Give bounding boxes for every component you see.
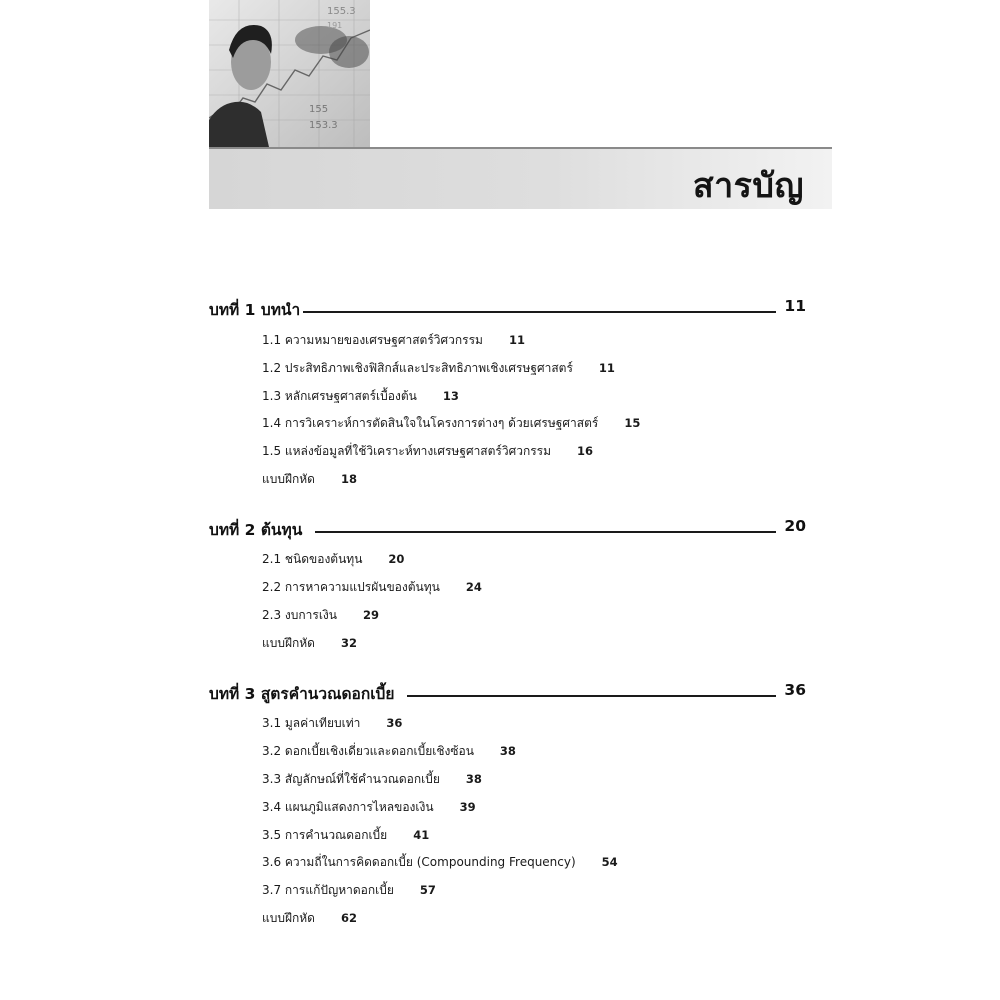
toc-entry[interactable] xyxy=(262,329,525,347)
entry-page: 38 xyxy=(465,772,482,786)
leader-rule xyxy=(303,311,776,313)
chapter-page: 11 xyxy=(784,297,806,315)
toc-entry[interactable] xyxy=(262,796,476,814)
chapter-title: บทที่ 2 ต้นทุน xyxy=(209,521,303,539)
toc-entry[interactable] xyxy=(262,768,482,786)
toc-entry[interactable] xyxy=(262,879,436,897)
toc-entry[interactable] xyxy=(262,824,429,842)
chapter-page: 20 xyxy=(784,517,806,535)
chapter-heading[interactable] xyxy=(209,681,806,703)
page-title: สารบัญ xyxy=(692,166,804,206)
entry-label: 1.5 แหล่งข้อมูลที่ใช้วิเคราะห์ทางเศรษฐศาสตร์วิศวกรรม xyxy=(262,444,552,458)
toc-entry[interactable] xyxy=(262,604,379,622)
chapter-heading[interactable] xyxy=(209,517,806,539)
chapter-title: บทที่ 1 บทนำ xyxy=(209,301,301,319)
toc-entry[interactable] xyxy=(262,548,404,566)
entry-page: 15 xyxy=(624,416,641,430)
svg-text:155: 155 xyxy=(309,104,329,115)
toc-entry[interactable] xyxy=(262,851,618,869)
entry-label: 2.3 งบการเงิน xyxy=(262,608,337,622)
header-photo xyxy=(209,0,370,147)
toc-entry[interactable] xyxy=(262,468,357,486)
leader-rule xyxy=(407,695,776,697)
entry-label: 1.3 หลักเศรษฐศาสตร์เบื้องต้น xyxy=(262,389,417,403)
entry-label: 3.7 การแก้ปัญหาดอกเบี้ย xyxy=(262,883,394,897)
entry-label: แบบฝึกหัด xyxy=(262,911,315,925)
toc-entry[interactable] xyxy=(262,385,459,403)
entry-label: 3.4 แผนภูมิแสดงการไหลของเงิน xyxy=(262,800,434,814)
toc-entry[interactable] xyxy=(262,907,357,925)
chapter-title: บทที่ 3 สูตรคำนวณดอกเบี้ย xyxy=(209,685,395,703)
entry-label: 3.6 ความถี่ในการคิดดอกเบี้ย (Compounding Frequency) xyxy=(262,855,576,869)
entry-page: 57 xyxy=(419,883,436,897)
toc-entry[interactable] xyxy=(262,357,615,375)
toc-entry[interactable] xyxy=(262,412,640,430)
entry-label: 3.5 การคำนวณดอกเบี้ย xyxy=(262,828,388,842)
entry-page: 11 xyxy=(508,333,525,347)
entry-label: แบบฝึกหัด xyxy=(262,472,315,486)
entry-page: 24 xyxy=(465,580,482,594)
entry-page: 16 xyxy=(577,444,594,458)
entry-page: 54 xyxy=(601,855,618,869)
entry-label: 1.4 การวิเคราะห์การตัดสินใจในโครงการต่างๆ ด้วยเศรษฐศาสตร์ xyxy=(262,416,599,430)
leader-rule xyxy=(315,531,776,533)
entry-page: 62 xyxy=(340,911,357,925)
entry-page: 20 xyxy=(388,552,405,566)
entry-page: 38 xyxy=(499,744,516,758)
toc-entry[interactable] xyxy=(262,632,357,650)
entry-page: 11 xyxy=(598,361,615,375)
entry-label: 1.2 ประสิทธิภาพเชิงฟิสิกส์และประสิทธิภาพเชิงเศรษฐศาสตร์ xyxy=(262,361,573,375)
svg-text:153.3: 153.3 xyxy=(309,120,338,131)
toc-entry[interactable] xyxy=(262,740,516,758)
svg-text:155.3: 155.3 xyxy=(327,6,356,17)
chapter-page: 36 xyxy=(784,681,806,699)
toc-entry[interactable] xyxy=(262,576,482,594)
entry-page: 36 xyxy=(386,716,403,730)
entry-page: 29 xyxy=(363,608,380,622)
entry-page: 32 xyxy=(340,636,357,650)
entry-page: 41 xyxy=(413,828,430,842)
chapter-heading[interactable] xyxy=(209,297,806,319)
toc-entry[interactable] xyxy=(262,712,402,730)
entry-page: 18 xyxy=(340,472,357,486)
entry-label: 3.1 มูลค่าเทียบเท่า xyxy=(262,716,361,730)
svg-text:191: 191 xyxy=(327,21,343,30)
entry-label: 2.1 ชนิดของต้นทุน xyxy=(262,552,363,566)
entry-label: 3.3 สัญลักษณ์ที่ใช้คำนวณดอกเบี้ย xyxy=(262,772,440,786)
toc-entry[interactable] xyxy=(262,440,593,458)
entry-label: 2.2 การหาความแปรผันของต้นทุน xyxy=(262,580,440,594)
entry-label: 3.2 ดอกเบี้ยเชิงเดี่ยวและดอกเบี้ยเชิงซ้อน xyxy=(262,744,474,758)
entry-page: 39 xyxy=(459,800,476,814)
entry-page: 13 xyxy=(442,389,459,403)
title-band xyxy=(209,147,832,209)
entry-label: 1.1 ความหมายของเศรษฐศาสตร์วิศวกรรม xyxy=(262,333,483,347)
entry-label: แบบฝึกหัด xyxy=(262,636,315,650)
